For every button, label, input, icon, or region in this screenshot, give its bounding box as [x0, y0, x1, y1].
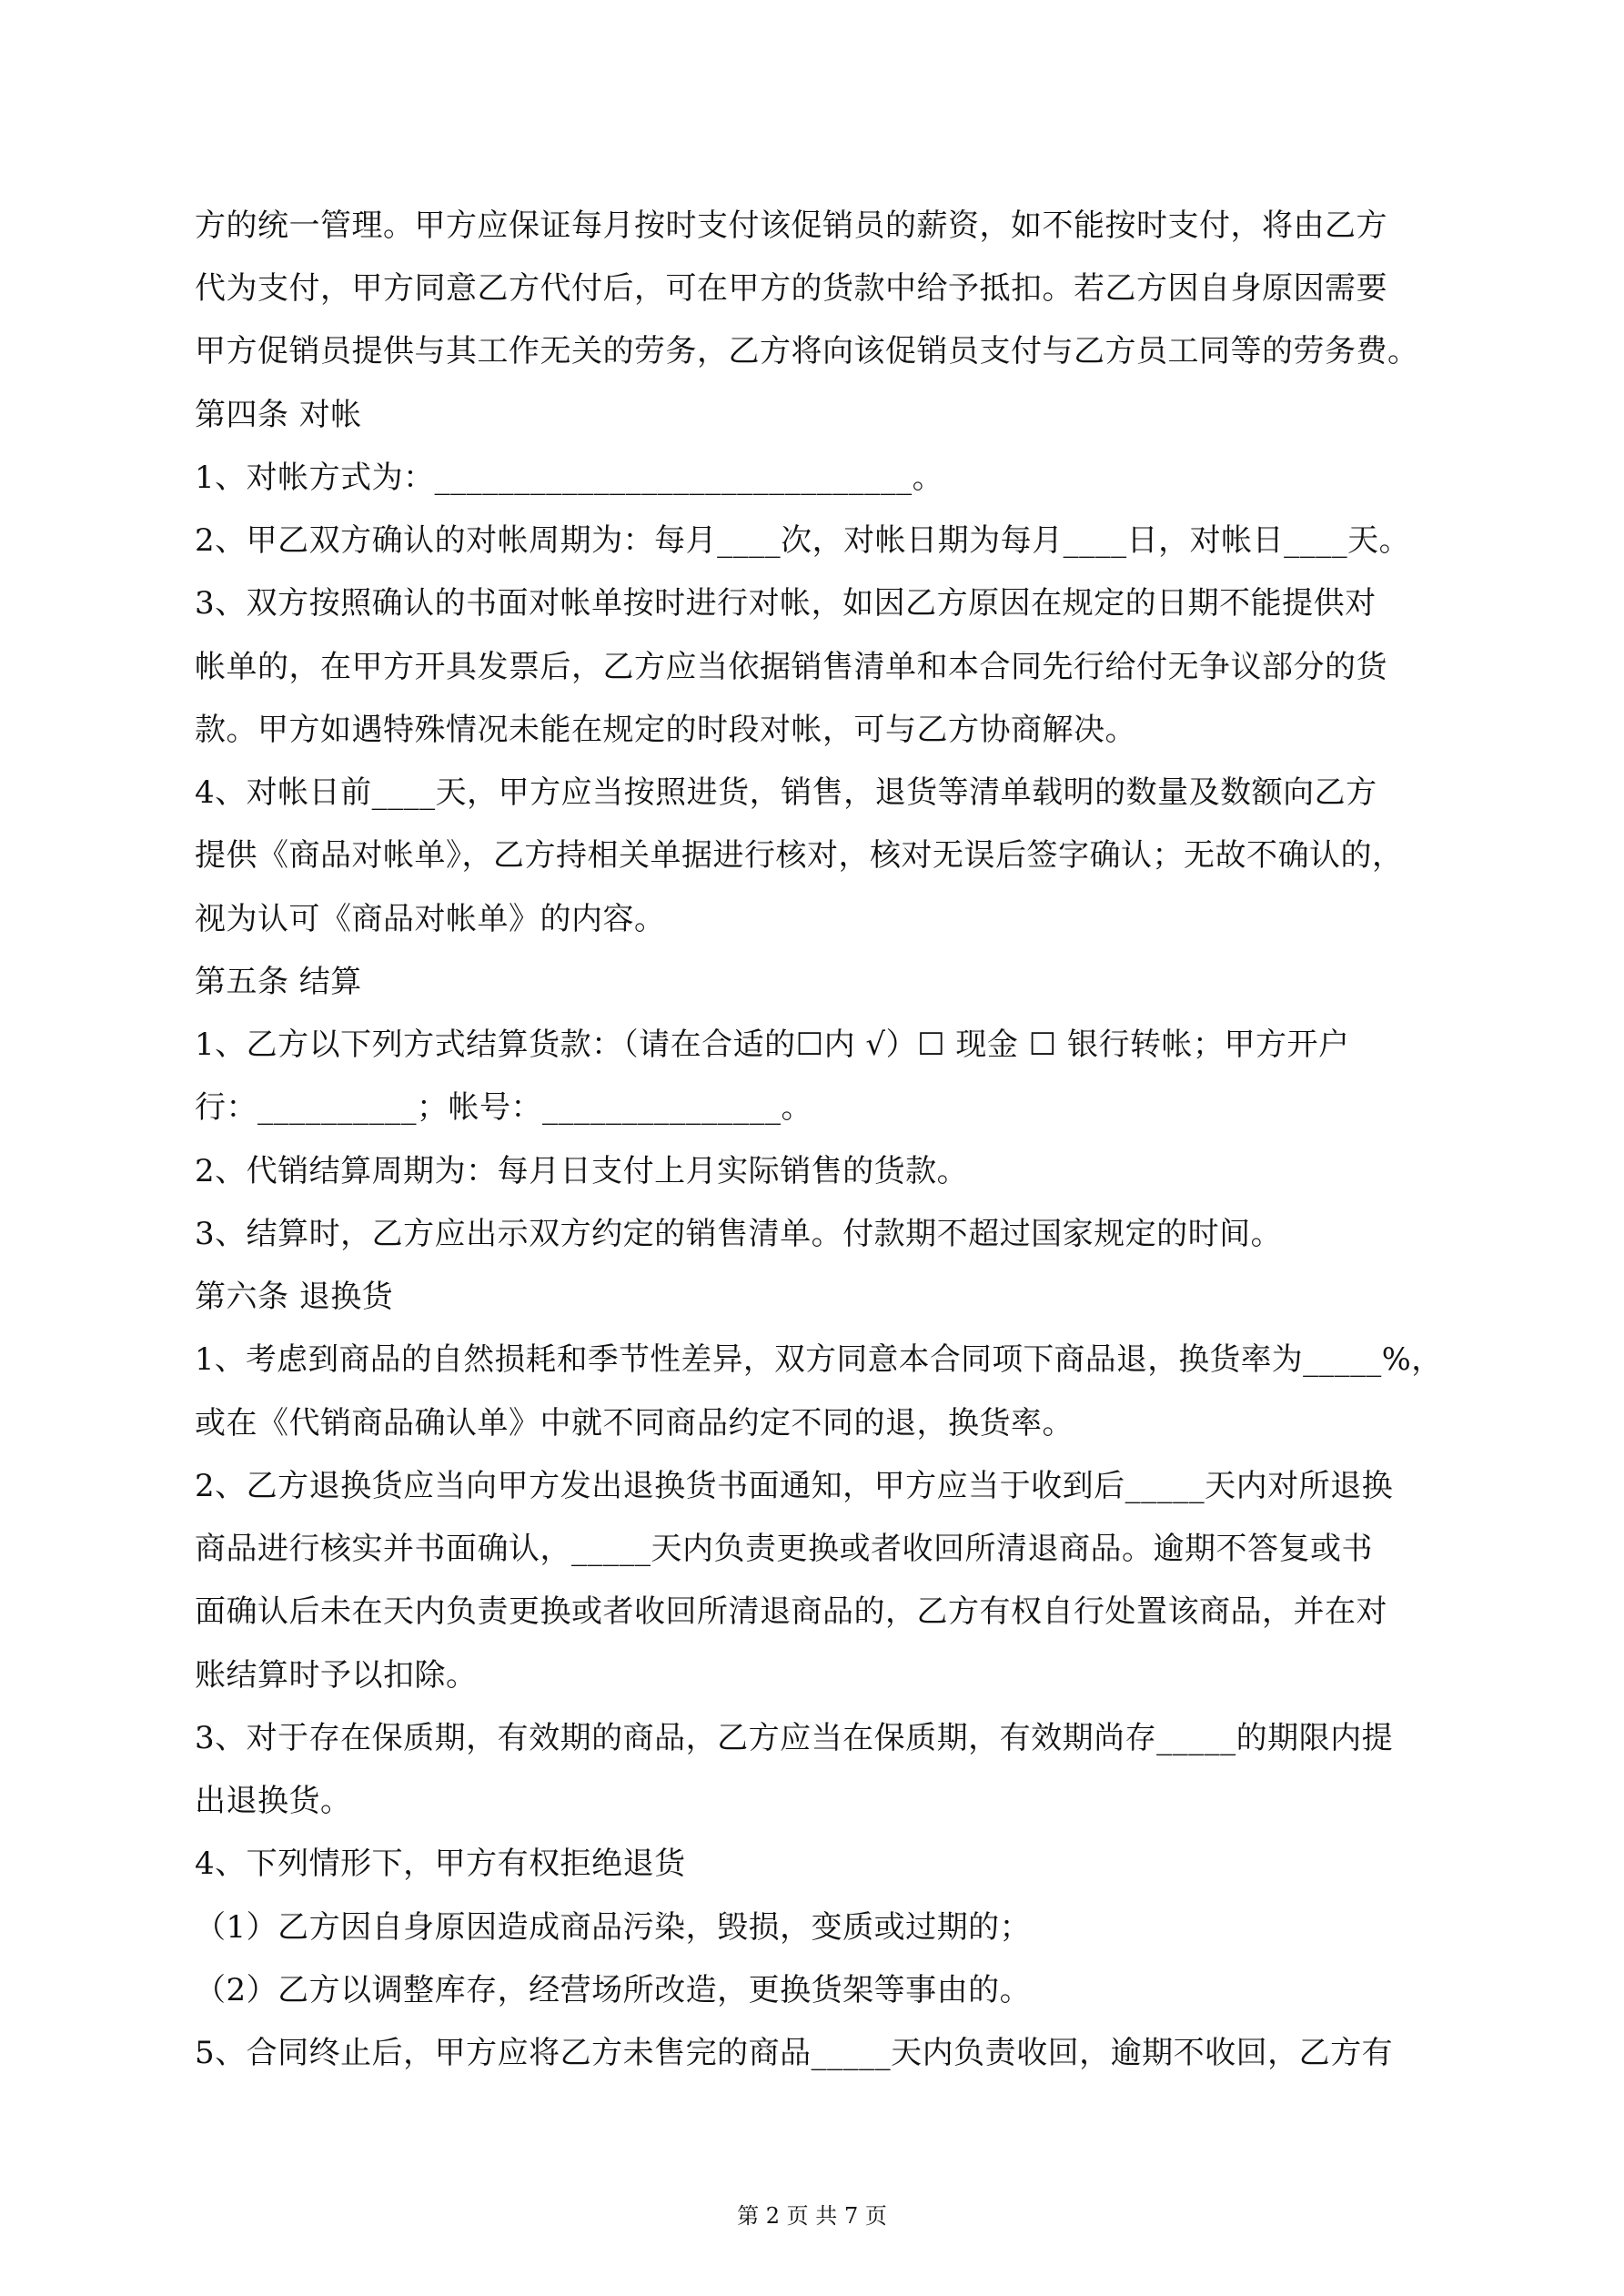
text-line: 3、对于存在保质期，有效期的商品，乙方应当在保质期，有效期尚存_____的期限内提	[195, 1720, 1394, 1756]
text-line: 3、结算时，乙方应出示双方约定的销售清单。付款期不超过国家规定的时间。	[195, 1216, 1283, 1252]
text-line: 2、代销结算周期为：每月日支付上月实际销售的货款。	[195, 1153, 969, 1189]
text-line: 1、乙方以下列方式结算货款：（请在合适的☐内 √）☐ 现金 ☐ 银行转帐；甲方开户	[195, 1027, 1350, 1063]
text-line: 或在《代销商品确认单》中就不同商品约定不同的退，换货率。	[195, 1405, 1074, 1441]
text-line: 行：__________；帐号：_______________。	[195, 1089, 812, 1126]
text-line: 视为认可《商品对帐单》的内容。	[195, 901, 666, 937]
text-line: 1、考虑到商品的自然损耗和季节性差异，双方同意本合同项下商品退，换货率为_____%，	[195, 1341, 1443, 1378]
text-line: 面确认后未在天内负责更换或者收回所清退商品的，乙方有权自行处置该商品，并在对	[195, 1593, 1387, 1630]
section-heading: 第四条 对帐	[195, 397, 362, 433]
section-heading: 第五条 结算	[195, 964, 362, 1000]
page-footer: 第 2 页 共 7 页	[737, 2203, 887, 2229]
text-line: 帐单的，在甲方开具发票后，乙方应当依据销售清单和本合同先行给付无争议部分的货	[195, 649, 1387, 685]
text-line: 方的统一管理。甲方应保证每月按时支付该促销员的薪资，如不能按时支付，将由乙方	[195, 207, 1387, 244]
section-heading: 第六条 退换货	[195, 1279, 394, 1315]
text-line: 2、甲乙双方确认的对帐周期为：每月____次，对帐日期为每月____日，对帐日____天。	[195, 522, 1411, 559]
text-line: 4、下列情形下，甲方有权拒绝退货	[195, 1846, 686, 1882]
text-line: 出退换货。	[195, 1783, 352, 1819]
text-line: 甲方促销员提供与其工作无关的劳务，乙方将向该促销员支付与乙方员工同等的劳务费。	[195, 333, 1419, 369]
text-line: 代为支付，甲方同意乙方代付后，可在甲方的货款中给予抵扣。若乙方因自身原因需要	[195, 270, 1387, 307]
text-line: 5、合同终止后，甲方应将乙方未售完的商品_____天内负责收回，逾期不收回，乙方有	[195, 2035, 1394, 2071]
text-line: （1）乙方因自身原因造成商品污染，毁损，变质或过期的；	[195, 1909, 1032, 1946]
text-line: 4、对帐日前____天，甲方应当按照进货，销售，退货等清单载明的数量及数额向乙方	[195, 774, 1377, 811]
text-line: 款。甲方如遇特殊情况未能在规定的时段对帐，可与乙方协商解决。	[195, 712, 1136, 748]
text-line: 3、双方按照确认的书面对帐单按时进行对帐，如因乙方原因在规定的日期不能提供对	[195, 585, 1377, 622]
text-line: 商品进行核实并书面确认，_____天内负责更换或者收回所清退商品。逾期不答复或书	[195, 1531, 1373, 1567]
text-line: 账结算时予以扣除。	[195, 1657, 478, 1694]
text-line: 1、对帐方式为：______________________________。	[195, 460, 944, 496]
text-line: 提供《商品对帐单》，乙方持相关单据进行核对，核对无误后签字确认；无故不确认的，	[195, 837, 1404, 874]
text-line: （2）乙方以调整库存，经营场所改造，更换货架等事由的。	[195, 1972, 1032, 2008]
text-line: 2、乙方退换货应当向甲方发出退换货书面通知，甲方应当于收到后_____天内对所退换	[195, 1468, 1394, 1504]
